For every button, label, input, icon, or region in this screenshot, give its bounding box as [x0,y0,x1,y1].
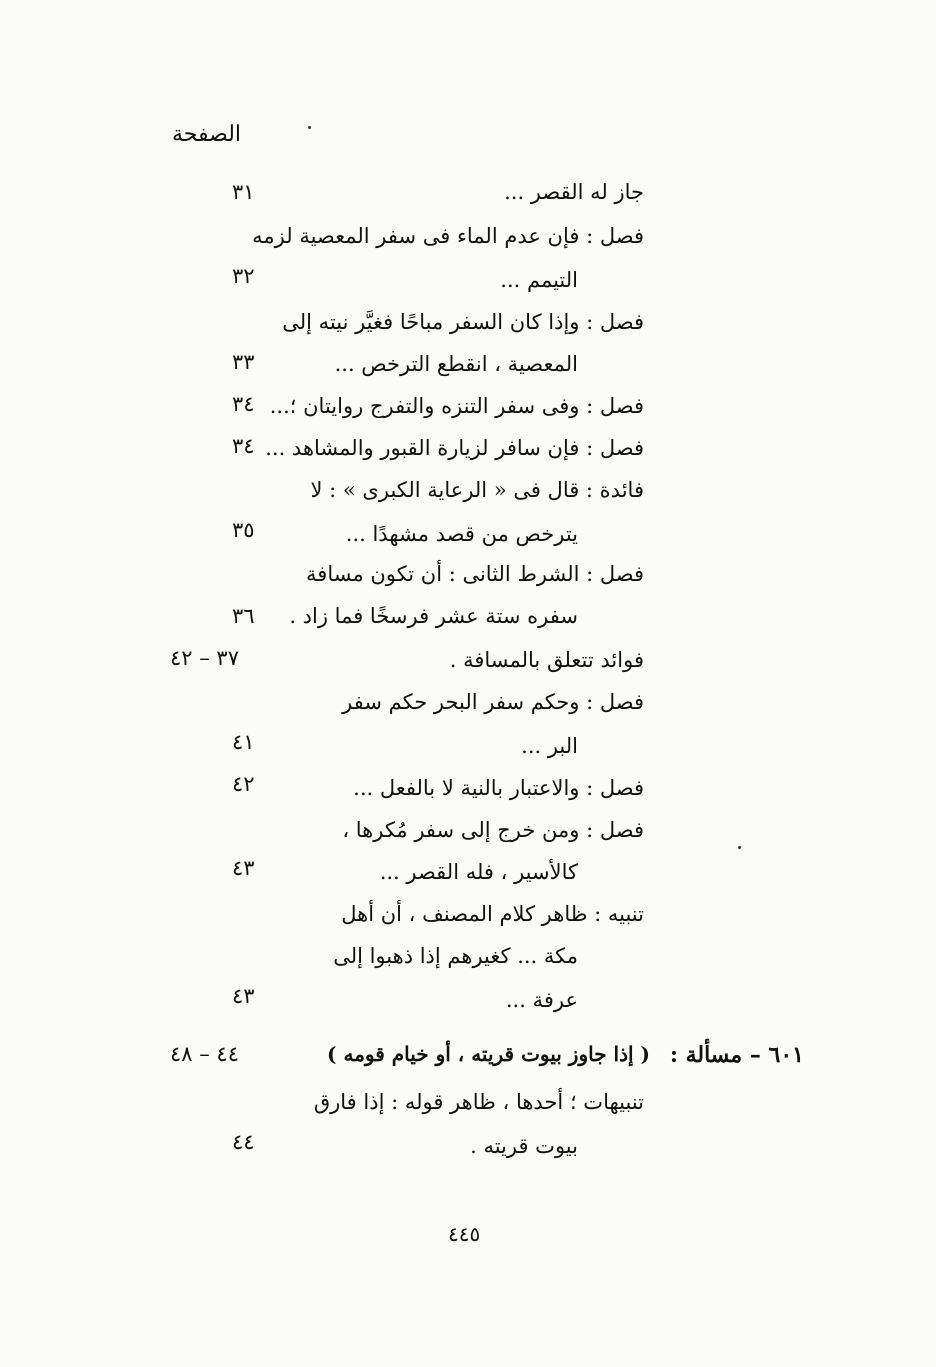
entry-line: عرفة ... [505,988,578,1012]
entry-line: فصل : الشرط الثانى : أن تكون مسافة [306,562,644,586]
entry-line: البر ... [521,734,578,758]
entry-line: فائدة : قال فى « الرعاية الكبرى » : لا [310,478,644,502]
entry-line: تنبيهات ؛ أحدها ، ظاهر قوله : إذا فارق [313,1090,644,1114]
page-number: ٤٤٥ [448,1222,481,1246]
entry-page: ٤٣ [232,984,255,1008]
entry-page: ٣٦ [232,604,255,628]
entry-line: سفره ستة عشر فرسخًا فما زاد . [289,604,578,628]
entry-line: فصل : فإن سافر لزيارة القبور والمشاهد ... [265,436,644,460]
entry-page: ٣٥ [232,518,255,542]
entry-line: يترخص من قصد مشهدًا ... [345,522,578,546]
masala-label: ٦٠١ – مسألة : [669,1042,804,1068]
entry-page: ٤٣ [232,856,255,880]
entry-page: ٣٤ [232,434,255,458]
entry-page: ٣١ [232,180,255,204]
entry-line: تنبيه : ظاهر كلام المصنف ، أن أهل [341,902,644,926]
scan-speck [738,846,741,849]
scan-speck [308,126,311,129]
entry-page: ٤٤ [232,1130,255,1154]
entry-line: كالأسير ، فله القصر ... [379,860,578,884]
entry-line: فوائد تتعلق بالمسافة . [449,648,644,672]
entry-line: فصل : ومن خرج إلى سفر مُكرها ، [342,818,644,842]
entry-page: ٣٤ [232,392,255,416]
entry-page: ٤٢ [232,772,255,796]
entry-line: المعصية ، انقطع الترخص ... [334,352,578,376]
entry-line: التيمم ... [500,268,578,292]
masala-title: ( إذا جاوز بيوت قريته ، أو خيام قومه ) [327,1042,650,1066]
entry-line: فصل : وحكم سفر البحر حكم سفر [342,690,644,714]
entry-line: بيوت قريته . [470,1134,578,1158]
masala-pages: ٤٤ – ٤٨ [170,1042,239,1066]
entry-page: ٤١ [232,730,255,754]
entry-line: فصل : والاعتبار بالنية لا بالفعل ... [353,776,644,800]
entry-line: مكة ... كغيرهم إذا ذهبوا إلى [333,944,578,968]
entry-line: فصل : وفى سفر التنزه والتفرج روايتان ؛... [269,394,644,418]
entry-line: جاز له القصر ... [504,180,644,204]
entry-line: فصل : وإذا كان السفر مباحًا فغيَّر نيته إلى [282,310,644,334]
entry-page: ٣٣ [232,350,255,374]
entry-line: فصل : فإن عدم الماء فى سفر المعصية لزمه [252,224,644,248]
page-column-label: الصفحة [172,122,242,147]
entry-page: ٣٢ [232,264,255,288]
entry-page: ٣٧ – ٤٢ [170,646,239,670]
